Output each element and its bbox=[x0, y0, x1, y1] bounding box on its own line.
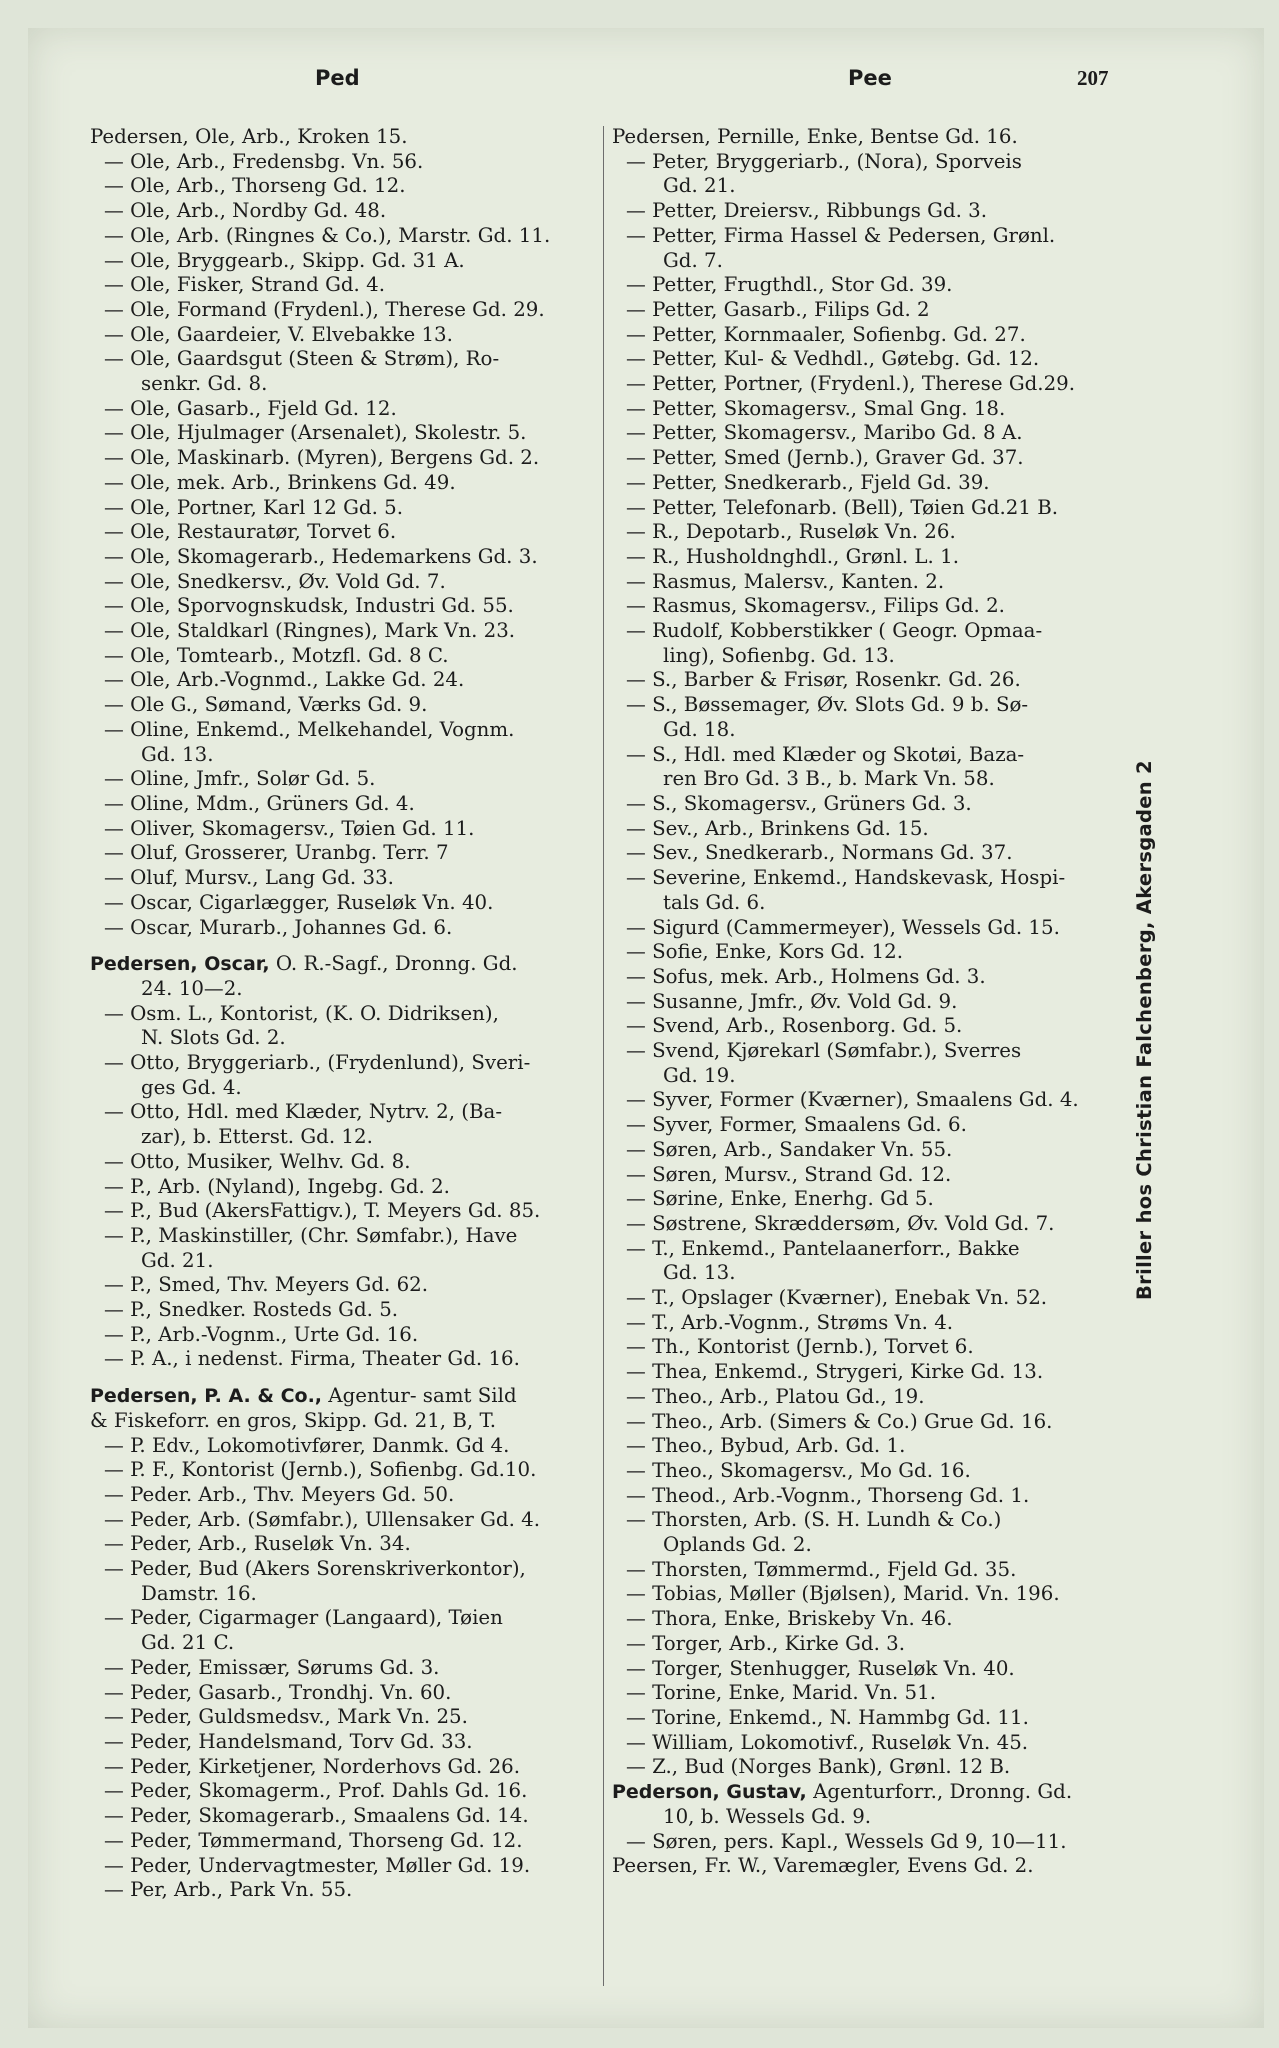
directory-entry: — Petter, Firma Hassel & Pedersen, Grønl. bbox=[626, 223, 1056, 247]
directory-entry: — Sigurd (Cammermeyer), Wessels Gd. 15. bbox=[626, 915, 1060, 939]
directory-entry: — Peder, Bud (Akers Sorenskriverkontor), bbox=[104, 1557, 526, 1581]
directory-entry: — P., Arb. (Nyland), Ingebg. Gd. 2. bbox=[104, 1174, 450, 1198]
directory-entry: — Søren, pers. Kapl., Wessels Gd 9, 10—11. bbox=[626, 1829, 1067, 1853]
directory-entry: — Peder, Kirketjener, Norderhovs Gd. 26. bbox=[104, 1754, 521, 1778]
directory-entry: — Peder, Handelsmand, Torv Gd. 33. bbox=[104, 1730, 473, 1753]
directory-entry: — Ole, Restauratør, Torvet 6. bbox=[104, 520, 397, 544]
directory-entry bbox=[90, 952, 598, 977]
directory-entry: — R., Husholdnghdl., Grønl. L. 1. bbox=[626, 544, 959, 568]
directory-entry: — P., Maskinstiller, (Chr. Sømfabr.), Have bbox=[104, 1223, 518, 1247]
directory-entry: — Susanne, Jmfr., Øv. Vold Gd. 9. bbox=[626, 989, 958, 1013]
directory-entry: 24. 10—2. bbox=[141, 976, 243, 1000]
directory-entry: — Ole, Formand (Frydenl.), Therese Gd. 29. bbox=[104, 297, 545, 321]
directory-entry: — Peder, Tømmermand, Thorseng Gd. 12. bbox=[104, 1828, 523, 1852]
directory-entry: — Sørine, Enke, Enerhg. Gd 5. bbox=[626, 1187, 934, 1211]
directory-entry: — Petter, Dreiersv., Ribbungs Gd. 3. bbox=[626, 199, 988, 223]
entry-text: Agenturforr., Dronng. Gd. bbox=[806, 1780, 1073, 1804]
directory-entry: — Svend, Arb., Rosenborg. Gd. 5. bbox=[626, 1014, 963, 1038]
directory-entry: — Theo., Skomagersv., Mo Gd. 16. bbox=[626, 1458, 971, 1482]
running-head-left: Ped bbox=[315, 66, 360, 90]
directory-entry: — Ole, Sporvognskudsk, Industri Gd. 55. bbox=[104, 594, 514, 618]
left-column bbox=[90, 125, 598, 1903]
directory-entry: — Oscar, Cigarlægger, Ruseløk Vn. 40. bbox=[104, 890, 494, 914]
directory-entry: — Sofie, Enke, Kors Gd. 12. bbox=[626, 940, 904, 964]
directory-entry: — Peder. Arb., Thv. Meyers Gd. 50. bbox=[104, 1482, 455, 1506]
directory-entry: N. Slots Gd. 2. bbox=[141, 1026, 286, 1050]
directory-entry bbox=[90, 1384, 598, 1409]
directory-entry: — Oline, Mdm., Grüners Gd. 4. bbox=[104, 791, 415, 815]
directory-entry: — Petter, Snedkerarb., Fjeld Gd. 39. bbox=[626, 470, 990, 494]
directory-entry: — Petter, Kornmaaler, Sofienbg. Gd. 27. bbox=[626, 322, 1026, 346]
directory-entry: — Petter, Frugthdl., Stor Gd. 39. bbox=[626, 273, 953, 297]
entry-text: O. R.-Sagf., Dronng. Gd. bbox=[269, 952, 518, 976]
directory-entry: — Peder, Skomagerm., Prof. Dahls Gd. 16. bbox=[104, 1779, 528, 1803]
directory-entry: — Søren, Arb., Sandaker Vn. 55. bbox=[626, 1137, 953, 1161]
directory-entry: — Thorsten, Arb. (S. H. Lundh & Co.) bbox=[626, 1508, 1002, 1532]
directory-entry: — Ole, Gasarb., Fjeld Gd. 12. bbox=[104, 396, 397, 420]
directory-entry: — P., Bud (AkersFattigv.), T. Meyers Gd. 85. bbox=[104, 1199, 541, 1223]
directory-entry: Pedersen, Ole, Arb., Kroken 15. bbox=[90, 125, 408, 148]
directory-entry: — Oluf, Mursv., Lang Gd. 33. bbox=[104, 866, 394, 890]
directory-entry: — Peder, Skomagerarb., Smaalens Gd. 14. bbox=[104, 1804, 529, 1828]
directory-entry: — Petter, Skomagersv., Smal Gng. 18. bbox=[626, 396, 1006, 420]
directory-entry: — Petter, Kul- & Vedhdl., Gøtebg. Gd. 12. bbox=[626, 347, 1040, 371]
directory-entry: Damstr. 16. bbox=[141, 1581, 257, 1605]
directory-entry: Gd. 13. bbox=[141, 742, 214, 766]
entry-heading: Pedersen, P. A. & Co., bbox=[90, 1385, 322, 1408]
directory-entry: — Per, Arb., Park Vn. 55. bbox=[104, 1878, 353, 1902]
directory-entry: — Torine, Enkemd., N. Hammbg Gd. 11. bbox=[626, 1706, 1029, 1729]
directory-entry: — Thea, Enkemd., Strygeri, Kirke Gd. 13. bbox=[626, 1360, 1044, 1384]
directory-entry: — Otto, Bryggeriarb., (Frydenlund), Sveri- bbox=[104, 1051, 531, 1075]
directory-entry: ling), Sofienbg. Gd. 13. bbox=[663, 643, 895, 667]
directory-entry: — Ole, Arb., Nordby Gd. 48. bbox=[104, 199, 387, 223]
directory-entry: — Torger, Arb., Kirke Gd. 3. bbox=[626, 1631, 906, 1655]
directory-entry: — Syver, Former (Kværner), Smaalens Gd. 4. bbox=[626, 1088, 1079, 1112]
directory-entry: — Sofus, mek. Arb., Holmens Gd. 3. bbox=[626, 964, 986, 988]
entry-heading: Pederson, Gustav, bbox=[612, 1781, 807, 1804]
directory-entry: — Ole, Staldkarl (Ringnes), Mark Vn. 23. bbox=[104, 619, 516, 643]
directory-entry: — Ole, Snedkersv., Øv. Vold Gd. 7. bbox=[104, 569, 446, 593]
directory-entry: — Petter, Gasarb., Filips Gd. 2 bbox=[626, 297, 930, 321]
directory-entry: — Osm. L., Kontorist, (K. O. Didriksen), bbox=[104, 1001, 499, 1025]
directory-entry: — T., Enkemd., Pantelaanerforr., Bakke bbox=[626, 1236, 1020, 1260]
directory-entry: — Peder, Arb. (Sømfabr.), Ullensaker Gd. 4. bbox=[104, 1507, 541, 1531]
directory-entry: — Oline, Jmfr., Solør Gd. 5. bbox=[104, 767, 376, 791]
directory-entry: — Thorsten, Tømmermd., Fjeld Gd. 35. bbox=[626, 1557, 1017, 1581]
directory-entry: — Peder, Cigarmager (Langaard), Tøien bbox=[104, 1606, 503, 1630]
right-column bbox=[612, 125, 1116, 1879]
directory-entry: — Tobias, Møller (Bjølsen), Marid. Vn. 196. bbox=[626, 1582, 1060, 1606]
directory-entry: — S., Bøssemager, Øv. Slots Gd. 9 b. Sø- bbox=[626, 693, 1029, 717]
directory-entry: Peersen, Fr. W., Varemægler, Evens Gd. 2. bbox=[612, 1854, 1034, 1878]
directory-entry: — Z., Bud (Norges Bank), Grønl. 12 B. bbox=[626, 1755, 1011, 1779]
directory-entry: — Petter, Portner, (Frydenl.), Therese Gd.29. bbox=[626, 372, 1076, 396]
directory-entry: — Otto, Musiker, Welhv. Gd. 8. bbox=[104, 1149, 411, 1173]
directory-entry: ren Bro Gd. 3 B., b. Mark Vn. 58. bbox=[663, 767, 995, 791]
directory-entry: — S., Barber & Frisør, Rosenkr. Gd. 26. bbox=[626, 668, 1021, 692]
directory-entry: — Ole, Maskinarb. (Myren), Bergens Gd. 2. bbox=[104, 446, 540, 470]
directory-entry: — Ole, Gaardsgut (Steen & Strøm), Ro- bbox=[104, 347, 500, 371]
directory-entry: — Theo., Arb. (Simers & Co.) Grue Gd. 16. bbox=[626, 1409, 1053, 1433]
directory-entry: — Peder, Arb., Ruseløk Vn. 34. bbox=[104, 1532, 411, 1556]
directory-entry: ges Gd. 4. bbox=[141, 1075, 242, 1099]
directory-entry: — Torine, Enke, Marid. Vn. 51. bbox=[626, 1681, 937, 1705]
directory-entry: — Ole, Fisker, Strand Gd. 4. bbox=[104, 273, 386, 297]
entry-text: Agentur- samt Sild bbox=[322, 1384, 517, 1408]
directory-entry: — Theo., Arb., Platou Gd., 19. bbox=[626, 1384, 925, 1408]
directory-entry: — Ole, Portner, Karl 12 Gd. 5. bbox=[104, 495, 404, 519]
side-advertisement: Briller hos Christian Falchenberg, Akersgaden 2 bbox=[1133, 760, 1156, 1300]
directory-entry: — Oluf, Grosserer, Uranbg. Terr. 7 bbox=[104, 841, 449, 865]
directory-entry: — Peter, Bryggeriarb., (Nora), Sporveis bbox=[626, 149, 1022, 173]
directory-entry: Gd. 13. bbox=[663, 1261, 736, 1285]
directory-entry: — S., Hdl. med Klæder og Skotøi, Baza- bbox=[626, 742, 1025, 766]
directory-entry: — Ole, Tomtearb., Motzfl. Gd. 8 C. bbox=[104, 643, 449, 667]
directory-entry: — R., Depotarb., Ruseløk Vn. 26. bbox=[626, 520, 956, 544]
directory-entry: — Theod., Arb.-Vognm., Thorseng Gd. 1. bbox=[626, 1483, 1030, 1507]
directory-entry: — P. Edv., Lokomotivfører, Danmk. Gd 4. bbox=[104, 1433, 510, 1457]
directory-entry: — Søstrene, Skræddersøm, Øv. Vold Gd. 7. bbox=[626, 1211, 1055, 1235]
directory-entry: — Torger, Stenhugger, Ruseløk Vn. 40. bbox=[626, 1656, 1015, 1680]
directory-entry: senkr. Gd. 8. bbox=[141, 372, 268, 396]
directory-entry: — P., Arb.-Vognm., Urte Gd. 16. bbox=[104, 1322, 419, 1346]
directory-entry: — Otto, Hdl. med Klæder, Nytrv. 2, (Ba- bbox=[104, 1100, 503, 1124]
directory-entry bbox=[612, 1780, 1116, 1805]
directory-entry: — Ole, mek. Arb., Brinkens Gd. 49. bbox=[104, 470, 456, 494]
directory-entry: — Oliver, Skomagersv., Tøien Gd. 11. bbox=[104, 816, 475, 840]
directory-entry: Gd. 21. bbox=[663, 174, 736, 198]
directory-entry: — Petter, Telefonarb. (Bell), Tøien Gd.21 B. bbox=[626, 495, 1059, 519]
directory-entry: Gd. 21 C. bbox=[141, 1631, 235, 1655]
directory-entry: — Syver, Former, Smaalens Gd. 6. bbox=[626, 1113, 967, 1137]
directory-entry: — Svend, Kjørekarl (Sømfabr.), Sverres bbox=[626, 1039, 1022, 1063]
directory-entry: — S., Skomagersv., Grüners Gd. 3. bbox=[626, 791, 972, 815]
directory-entry: — Ole, Bryggearb., Skipp. Gd. 31 A. bbox=[104, 248, 465, 272]
directory-entry: — T., Arb.-Vognm., Strøms Vn. 4. bbox=[626, 1310, 954, 1334]
directory-entry: — Ole, Arb., Fredensbg. Vn. 56. bbox=[104, 149, 424, 173]
directory-entry: 10, b. Wessels Gd. 9. bbox=[663, 1804, 872, 1828]
directory-entry: — Th., Kontorist (Jernb.), Torvet 6. bbox=[626, 1335, 974, 1359]
directory-entry: — Ole, Gaardeier, V. Elvebakke 13. bbox=[104, 322, 453, 346]
directory-entry: — Peder, Undervagtmester, Møller Gd. 19. bbox=[104, 1853, 531, 1877]
directory-entry: — William, Lokomotivf., Ruseløk Vn. 45. bbox=[626, 1730, 1029, 1754]
directory-entry: — Peder, Emissær, Sørums Gd. 3. bbox=[104, 1655, 440, 1679]
directory-entry: — Ole, Hjulmager (Arsenalet), Skolestr. 5. bbox=[104, 421, 527, 445]
directory-entry: — P. A., i nedenst. Firma, Theater Gd. 16. bbox=[104, 1347, 520, 1371]
directory-entry: — P., Snedker. Rosteds Gd. 5. bbox=[104, 1298, 399, 1322]
directory-entry: — Petter, Smed (Jernb.), Graver Gd. 37. bbox=[626, 446, 1024, 470]
directory-entry: — Rasmus, Skomagersv., Filips Gd. 2. bbox=[626, 594, 1005, 618]
directory-entry: — P., Smed, Thv. Meyers Gd. 62. bbox=[104, 1273, 429, 1297]
directory-entry: — Oscar, Murarb., Johannes Gd. 6. bbox=[104, 915, 453, 939]
directory-entry: — Peder, Guldsmedsv., Mark Vn. 25. bbox=[104, 1705, 468, 1729]
directory-entry: Gd. 18. bbox=[663, 717, 736, 741]
directory-entry: — Petter, Skomagersv., Maribo Gd. 8 A. bbox=[626, 421, 1023, 445]
directory-entry: — Oline, Enkemd., Melkehandel, Vognm. bbox=[104, 717, 515, 741]
directory-entry: Pedersen, Pernille, Enke, Bentse Gd. 16. bbox=[612, 125, 1018, 148]
page-number: 207 bbox=[1077, 66, 1109, 90]
directory-entry: — Severine, Enkemd., Handskevask, Hospi- bbox=[626, 866, 1066, 890]
directory-entry: — Sev., Arb., Brinkens Gd. 15. bbox=[626, 816, 929, 840]
directory-entry: — Rudolf, Kobberstikker ( Geogr. Opmaa- bbox=[626, 619, 1043, 643]
directory-entry: — T., Opslager (Kværner), Enebak Vn. 52. bbox=[626, 1286, 1048, 1310]
directory-entry: — Ole, Arb.-Vognmd., Lakke Gd. 24. bbox=[104, 668, 465, 692]
directory-entry: Gd. 7. bbox=[663, 248, 723, 272]
directory-entry: — Ole, Arb., Thorseng Gd. 12. bbox=[104, 174, 406, 198]
directory-entry: Gd. 21. bbox=[141, 1248, 214, 1272]
directory-entry: — Peder, Gasarb., Trondhj. Vn. 60. bbox=[104, 1680, 452, 1704]
directory-entry: — Sev., Snedkerarb., Normans Gd. 37. bbox=[626, 841, 1013, 865]
directory-entry: Gd. 19. bbox=[663, 1063, 736, 1087]
entry-heading: Pedersen, Oscar, bbox=[90, 953, 270, 976]
directory-entry: — Ole, Skomagerarb., Hedemarkens Gd. 3. bbox=[104, 544, 538, 568]
directory-entry: — Søren, Mursv., Strand Gd. 12. bbox=[626, 1162, 952, 1186]
directory-entry: — Thora, Enke, Briskeby Vn. 46. bbox=[626, 1607, 953, 1631]
directory-entry: — Ole G., Sømand, Værks Gd. 9. bbox=[104, 693, 428, 717]
directory-entry: zar), b. Etterst. Gd. 12. bbox=[141, 1125, 373, 1149]
directory-entry: — Ole, Arb. (Ringnes & Co.), Marstr. Gd. 11. bbox=[104, 223, 551, 247]
column-divider bbox=[603, 126, 604, 1986]
directory-entry: Oplands Gd. 2. bbox=[663, 1533, 812, 1557]
directory-entry: tals Gd. 6. bbox=[663, 890, 766, 914]
directory-entry: — P. F., Kontorist (Jernb.), Sofienbg. Gd.10. bbox=[104, 1458, 537, 1482]
directory-entry: — Theo., Bybud, Arb. Gd. 1. bbox=[626, 1434, 906, 1458]
directory-entry: — Rasmus, Malersv., Kanten. 2. bbox=[626, 569, 945, 593]
running-head-right: Pee bbox=[848, 66, 892, 90]
directory-entry: & Fiskeforr. en gros, Skipp. Gd. 21, B, T. bbox=[90, 1408, 497, 1432]
